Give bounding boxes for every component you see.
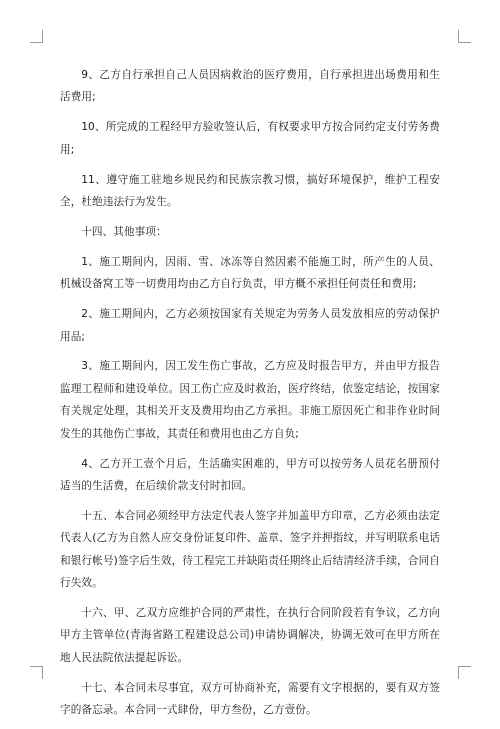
item-4: 4、乙方开工壹个月后，生活确实困难的，甲方可以按劳务人员花名册预付适当的生活费，在后续价款支付时扣回。 (60, 457, 440, 492)
clause-15: 十五、本合同必须经甲方法定代表人签字并加盖甲方印章，乙方必须由法定代表人(乙方为自然人应交身份证复印件、盖章、签字并押指纹，并写明联系电话和银行帐号)签字后生效，待工程完工并缺陷责任期终止后结清经济手续，合同自行失效。 (60, 509, 440, 590)
crop-mark-top-left (30, 30, 43, 43)
crop-mark-top-right (458, 30, 471, 43)
section-heading-other-matters: 十四、其他事项： (81, 225, 167, 238)
crop-mark-bottom-right (458, 666, 471, 679)
document-body (60, 64, 440, 729)
item-3: 3、施工期间内，因工发生伤亡事故，乙方应及时报告甲方，并由甲方报告监理工程师和建设单位。因工伤亡应及时救治，医疗终结，依鉴定结论，按国家有关规定处理，其相关开支及费用均由乙方承担。非施工原因死亡和非作业时间发生的其他伤亡事故，其责任和费用也由乙方自负; (60, 360, 440, 440)
clause-10: 10、所完成的工程经甲方验收签认后，有权要求甲方按合同约定支付劳务费用; (60, 121, 440, 156)
item-2: 2、施工期间内，乙方必须按国家有关规定为劳务人员发放相应的劳动保护用品; (60, 308, 440, 343)
clause-16: 十六、甲、乙双方应维护合同的严肃性，在执行合同阶段若有争议，乙方向甲方主管单位(青海省路工程建设总公司)申请协调解决，协调无效可在甲方所在地人民法院依法提起诉讼。 (60, 607, 440, 664)
clause-11: 11、遵守施工驻地乡规民约和民族宗教习惯，搞好环境保护，维护工程安全，杜绝违法行为发生。 (60, 173, 440, 209)
clause-9: 9、乙方自行承担自己人员因病救治的医疗费用，自行承担进出场费用和生活费用; (60, 69, 440, 104)
item-1: 1、施工期间内，因雨、雪、冰冻等自然因素不能施工时，所产生的人员、机械设备窝工等一切费用均由乙方自行负责，甲方概不承担任何责任和费用; (60, 255, 440, 291)
crop-mark-bottom-left (30, 666, 43, 679)
clause-17: 十七、本合同未尽事宜，双方可协商补充，需要有文字根据的，要有双方签字的备忘录。本合同一式肆份，甲方叁份，乙方壹份。 (60, 681, 440, 717)
